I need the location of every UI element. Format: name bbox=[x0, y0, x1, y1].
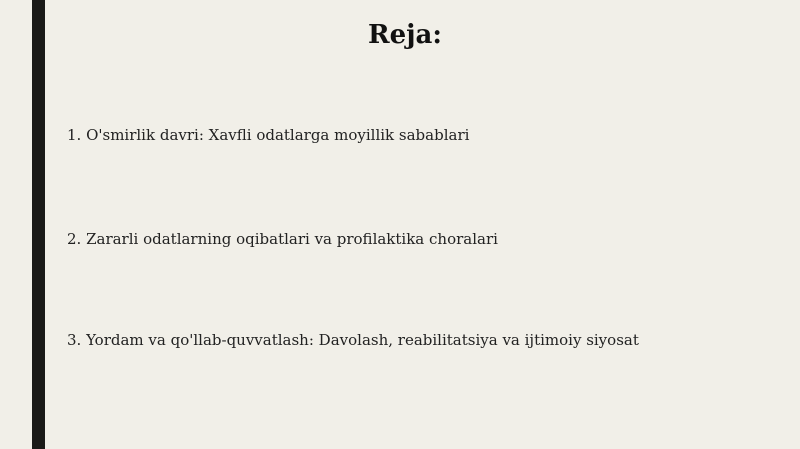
plan-item-1: 1. O'smirlik davri: Xavfli odatlarga moyillik sabablari bbox=[67, 126, 470, 144]
accent-bar bbox=[32, 0, 45, 449]
plan-item-3: 3. Yordam va qo'llab-quvvatlash: Davolash, reabilitatsiya va ijtimoiy siyosat bbox=[67, 331, 639, 349]
slide-title: Reja: bbox=[367, 20, 442, 50]
plan-item-2: 2. Zararli odatlarning oqibatlari va profilaktika choralari bbox=[67, 230, 498, 248]
